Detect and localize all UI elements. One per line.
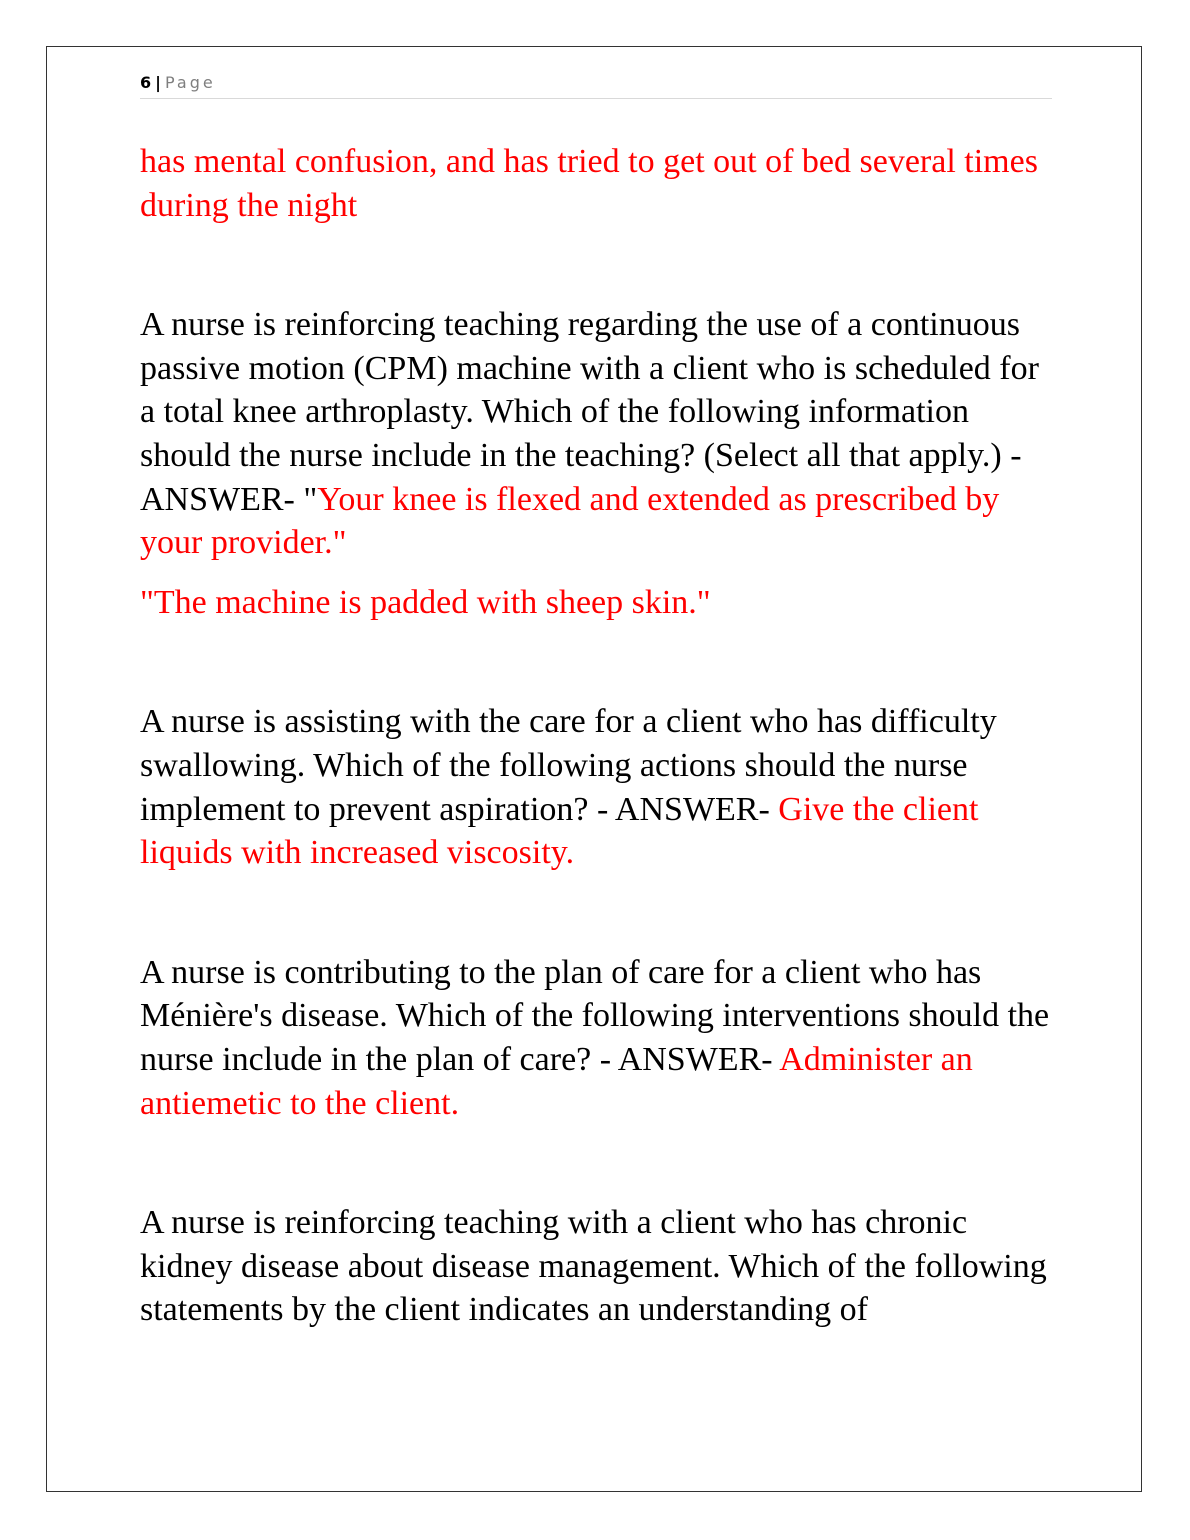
answer-paragraph	[140, 140, 1055, 227]
question-paragraph-cpm	[140, 303, 1055, 565]
page-number: 6	[140, 73, 152, 92]
answer-text: Give the client liquids with increased viscosity.	[140, 790, 979, 872]
answer-text: has mental confusion, and has tried to get out of bed several times during the night	[140, 143, 1038, 224]
question-text: A nurse is contributing to the plan of care for a client who has Ménière's disease. Which of the following interventions should the nurse include in the plan of care? - ANSWER-	[140, 953, 1050, 1078]
question-text: A nurse is assisting with the care for a client who has difficulty swallowing. Which of the following actions should the nurse implement to prevent aspiration? - ANSWER-	[140, 703, 997, 828]
page-label: Page	[164, 73, 216, 92]
answer-text: Your knee is flexed and extended as prescribed by your provider."	[140, 480, 1000, 562]
question-paragraph-kidney	[140, 1201, 1055, 1332]
question-paragraph-menieres	[140, 951, 1055, 1125]
question-paragraph-swallowing	[140, 700, 1055, 874]
question-text: A nurse is reinforcing teaching regarding the use of a continuous passive motion (CPM) machine with a client who is scheduled for a total knee arthroplasty. Which of the following information should the nurse include in the teaching? (Select all that apply.) - ANSWER- "	[140, 306, 1039, 518]
answer-text: "The machine is padded with sheep skin."	[140, 583, 711, 621]
header-separator: |	[155, 73, 161, 92]
question-text: A nurse is reinforcing teaching with a client who has chronic kidney disease about disease management. Which of the following statements by the client indicates an understanding of	[140, 1204, 1047, 1329]
answer-text: Administer an antiemetic to the client.	[140, 1040, 973, 1122]
document-body	[140, 140, 1055, 1332]
page-header	[140, 72, 1052, 99]
answer-paragraph	[140, 581, 1055, 625]
